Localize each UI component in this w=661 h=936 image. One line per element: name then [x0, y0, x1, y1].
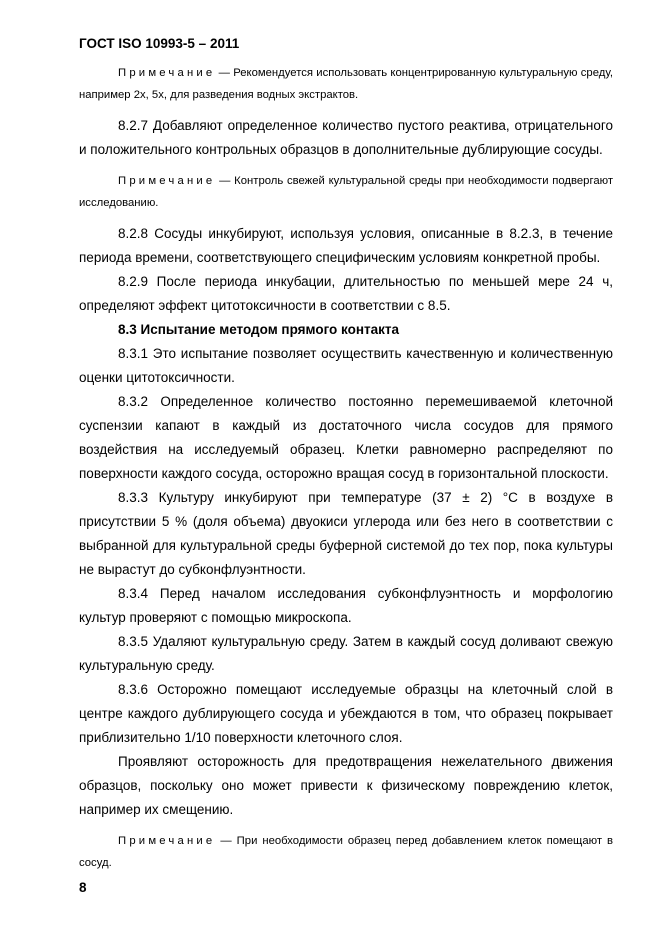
paragraph-8-2-7: 8.2.7 Добавляют определенное количество пустого реактива, отрицательного и положительного контрольных образцов в дополнительные дублирующие сосуды.	[79, 118, 613, 157]
paragraph-8-3-1: 8.3.1 Это испытание позволяет осуществить качественную и количественную оценки цитотоксичности.	[79, 346, 613, 385]
paragraph-caution: Проявляют осторожность для предотвращения нежелательного движения образцов, поскольку оно может привести к физическому повреждению клеток, например их смещению.	[79, 754, 613, 817]
note-3	[79, 830, 613, 874]
note-1	[79, 62, 613, 106]
document-header: ГОСТ ISO 10993-5 – 2011	[79, 36, 240, 51]
paragraph-8-3-5: 8.3.5 Удаляют культуральную среду. Затем в каждый сосуд доливают свежую культуральную среду.	[79, 634, 613, 673]
paragraph-8-2-8: 8.2.8 Сосуды инкубируют, используя условия, описанные в 8.2.3, в течение периода времени, соответствующего специфическим условиям конкретной пробы.	[79, 226, 613, 265]
note-label: Примечание	[118, 175, 216, 187]
document-body	[79, 62, 613, 874]
note-2	[79, 170, 613, 214]
section-heading-8-3: 8.3 Испытание методом прямого контакта	[118, 322, 400, 337]
page-number: 8	[79, 880, 87, 895]
paragraph-8-3-2: 8.3.2 Определенное количество постоянно перемешиваемой клеточной суспензии капают в каждый из достаточного числа сосудов для прямого воздействия на исследуемый образец. Клетки равномерно распределяют по поверхности каждого сосуда, осторожно вращая сосуд в горизонтальной плоскости.	[79, 394, 613, 481]
note-label: Примечание	[118, 67, 216, 79]
note-text: — Контроль свежей культуральной среды при необходимости подвергают исследованию.	[79, 175, 613, 209]
paragraph-8-3-6: 8.3.6 Осторожно помещают исследуемые образцы на клеточный слой в центре каждого дублирующего сосуда и убеждаются в том, что образец покрывает приблизительно 1/10 поверхности клеточного слоя.	[79, 682, 613, 745]
paragraph-8-3-4: 8.3.4 Перед началом исследования субконфлуэнтность и морфологию культур проверяют с помощью микроскопа.	[79, 586, 613, 625]
paragraph-8-3-3: 8.3.3 Культуру инкубируют при температуре (37 ± 2) °С в воздухе в присутствии 5 % (доля объема) двуокиси углерода или без него в соответствии с выбранной для культуральной среды буферной системой до тех пор, пока культуры не вырастут до субконфлуэнтности.	[79, 490, 613, 577]
note-text: — Рекомендуется использовать концентрированную культуральную среду, например 2x, 5x, для разведения водных экстрактов.	[79, 67, 613, 101]
note-label: Примечание	[118, 835, 216, 847]
note-text: — При необходимости образец перед добавлением клеток помещают в сосуд.	[79, 835, 613, 869]
paragraph-8-2-9: 8.2.9 После периода инкубации, длительностью по меньшей мере 24 ч, определяют эффект цитотоксичности в соответствии с 8.5.	[79, 274, 613, 313]
